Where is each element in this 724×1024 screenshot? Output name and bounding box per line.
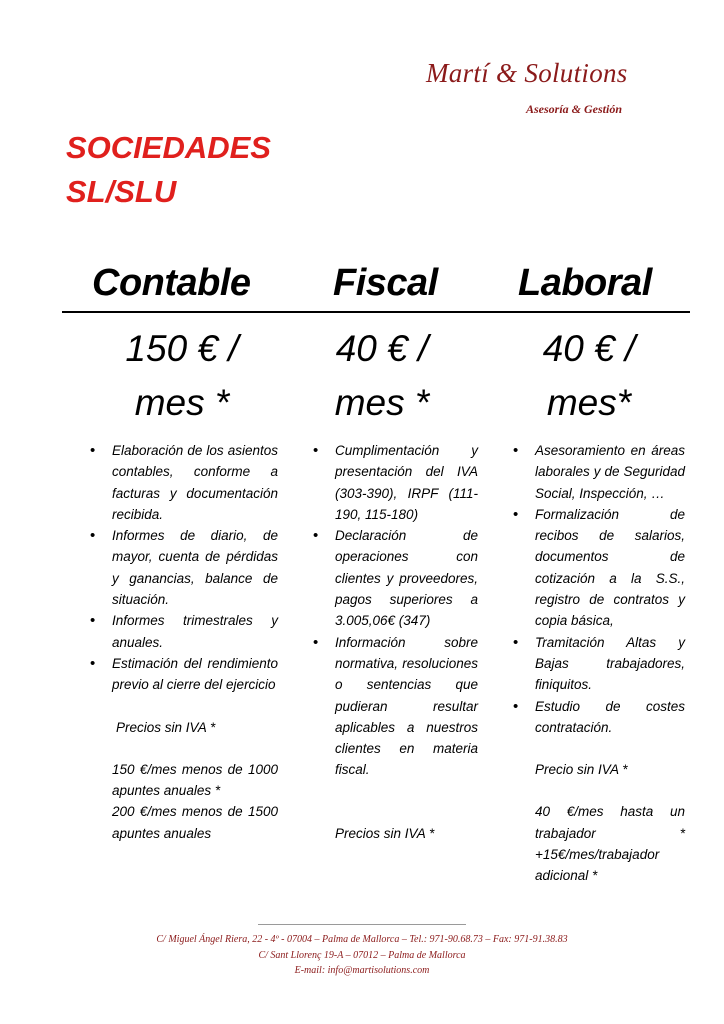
price-period: mes * [334,382,430,423]
title-line-1: SOCIEDADES [66,130,271,165]
footer-email: E-mail: info@martisolutions.com [294,965,430,976]
price-note: Precios sin IVA * [116,719,216,735]
list-item: • Cumplimentación y presentación del IVA (303-390), IRPF (111-190, 115-180) [311,440,478,525]
brand-name: Martí & Solutions [426,58,628,88]
column-laboral [511,440,685,887]
list-item: • Informes trimestrales y anuales. [88,610,278,653]
service-list [511,440,685,738]
heading-laboral: Laboral [518,262,652,304]
extra-pricing: 200 €/mes menos de 1500 apuntes anuales [112,804,278,841]
footer-address-2: C/ Sant Llorenç 19-A – 07012 – Palma de Mallorca [258,949,466,961]
price-amount: 150 € / [125,328,239,369]
list-item: • Información sobre normativa, resoluciones o sentencias que pudieran resultar aplicables a nuestros clientes en materia fiscal. [311,632,478,781]
price-amount: 40 € / [542,328,636,369]
extra-pricing: 150 €/mes menos de 1000 apuntes anuales * [112,761,278,799]
price-amount: 40 € / [335,328,429,369]
price-fiscal [322,322,442,430]
footer-address-1: C/ Miguel Ángel Riera, 22 - 4º - 07004 – Palma de Mallorca – Tel.: 971-90.68.73 – Fax: 971-91.38.83 [156,934,568,945]
list-item: • Tramitación Altas y Bajas trabajadores, finiquitos. [511,632,685,696]
price-period: mes * [134,382,230,423]
price-laboral [522,322,656,430]
list-item: • Elaboración de los asientos contables, conforme a facturas y documentación recibida. [88,440,278,525]
title-line-2: SL/SLU [66,174,177,209]
list-item: • Estudio de costes contratación. [511,696,685,739]
list-item: • Informes de diario, de mayor, cuenta de pérdidas y ganancias, balance de situación. [88,525,278,610]
heading-fiscal: Fiscal [333,262,438,304]
price-period: mes* [546,382,632,423]
service-list [88,440,278,696]
service-list [311,440,478,781]
brand-tagline: Asesoría & Gestión [526,102,623,116]
column-contable [88,440,278,844]
footer-divider [258,924,466,925]
footer [0,932,724,979]
price-note: Precios sin IVA * [335,825,435,841]
page-title [66,126,271,214]
price-contable [92,322,272,430]
extra-pricing: 40 €/mes hasta un trabajador * +15€/mes/trabajador adicional * [535,804,685,884]
list-item: • Estimación del rendimiento previo al cierre del ejercicio [88,653,278,696]
heading-divider [62,311,690,313]
heading-contable: Contable [92,262,251,304]
list-item: • Formalización de recibos de salarios, documentos de cotización a la S.S., registro de contratos y copia básica, [511,504,685,632]
column-fiscal [311,440,478,844]
list-item: • Asesoramiento en áreas laborales y de Seguridad Social, Inspección, … [511,440,685,504]
price-note: Precio sin IVA * [535,762,628,778]
list-item: • Declaración de operaciones con clientes y proveedores, pagos superiores a 3.005,06€ (347) [311,525,478,631]
